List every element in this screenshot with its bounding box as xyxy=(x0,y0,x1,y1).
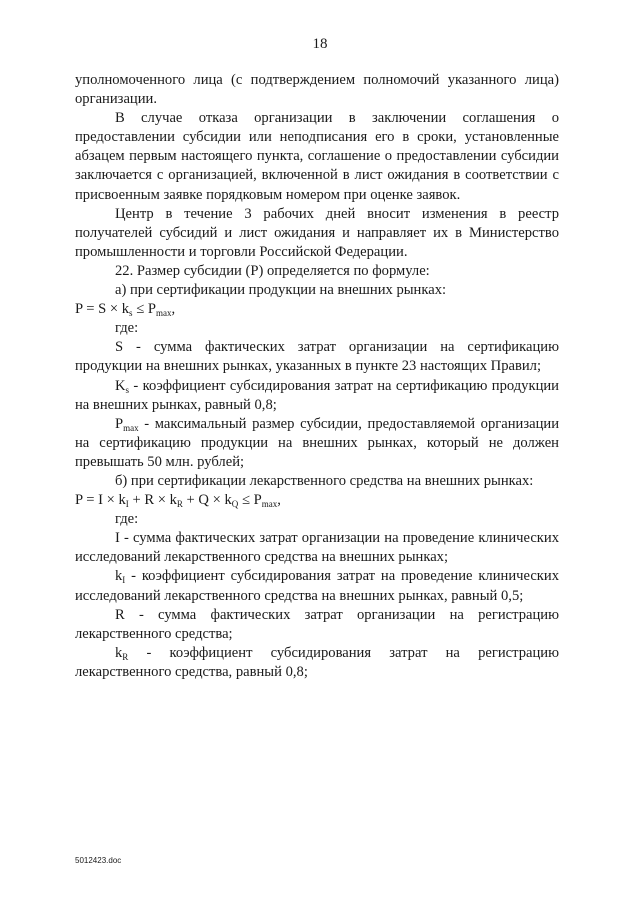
where-label: где: xyxy=(115,320,139,337)
definition-kr: $k_R$ - коэффициент субсидирования затрат на регистрацию лекарственного средства, равный 0,8; xyxy=(75,644,559,680)
paragraph: уполномоченного лица (с подтверждением полномочий указанного лица) организации. xyxy=(75,72,559,108)
definition-i: I - сумма фактических затрат организации на проведение клинических исследований лекарственного средства на внешних рынках; xyxy=(75,530,559,566)
definition-ks: $K_s$ - коэффициент субсидирования затрат на сертификацию продукции на внешних рынках, равный 0,8; xyxy=(75,377,559,413)
paragraph: В случае отказа организации в заключении соглашения о предоставлении субсидии или неподписания его в сроки, установленные абзацем первым настоящего пункта, соглашение о предоставлении субсидии заключается с организацией, включенной в лист ожидания в соответствии с присвоенным заявке порядковым номером при оценке заявок. xyxy=(75,110,559,203)
definition-r: R - сумма фактических затрат организации на регистрацию лекарственного средства; xyxy=(75,606,559,642)
definition-pmax: $P_{max}$ - максимальный размер субсидии, предоставляемой организации на сертификацию продукции на внешних рынках, который не должен превышать 50 млн. рублей; xyxy=(75,415,559,470)
definition-ki: $k_I$ - коэффициент субсидирования затрат на проведение клинических исследований лекарственного средства на внешних рынках, равный 0,5; xyxy=(75,568,559,604)
footer-filename: 5012423.doc xyxy=(75,856,122,865)
document-body xyxy=(75,71,559,682)
paragraph: 22. Размер субсидии (P) определяется по формуле: xyxy=(115,262,430,279)
formula-b: $P = I \times k_I + R \times k_R + Q \times k_Q \le P_{max}$, xyxy=(75,492,281,510)
formula-a: $P = S \times k_s \le P_{max}$, xyxy=(75,301,176,319)
paragraph: Центр в течение 3 рабочих дней вносит изменения в реестр получателей субсидий и лист ожидания и направляет их в Министерство промышленности и торговли Российской Федерации. xyxy=(75,205,559,260)
paragraph: б) при сертификации лекарственного средства на внешних рынках: xyxy=(115,472,534,489)
definition-s: S - сумма фактических затрат организации на сертификацию продукции на внешних рынках, указанных в пункте 23 настоящих Правил; xyxy=(75,339,559,375)
paragraph: а) при сертификации продукции на внешних рынках: xyxy=(115,282,447,299)
page-number: 18 xyxy=(312,36,328,52)
where-label: где: xyxy=(115,511,139,528)
